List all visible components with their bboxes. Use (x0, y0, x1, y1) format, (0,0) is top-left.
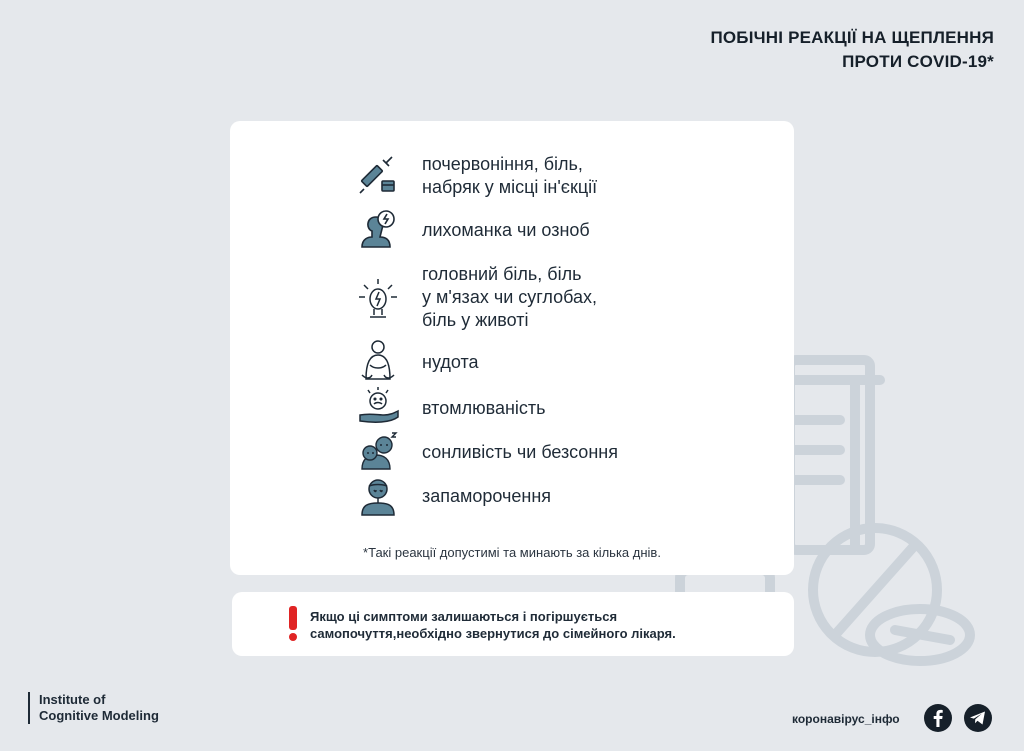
dizziness-icon (356, 473, 400, 517)
site-handle[interactable]: коронавірус_інфо (792, 712, 900, 726)
fever-head-icon (356, 207, 400, 251)
fatigue-icon (356, 385, 400, 429)
symptom-item (230, 473, 794, 517)
symptom-label: лихоманка чи озноб (422, 220, 590, 240)
symptom-item (230, 151, 794, 199)
symptom-label: сонливість чи безсоння (422, 442, 618, 462)
symptom-item (230, 339, 794, 383)
symptom-item (230, 429, 794, 473)
title-line-1: ПОБІЧНІ РЕАКЦІЇ НА ЩЕПЛЕННЯ (710, 28, 994, 47)
symptom-label: нудота (422, 352, 479, 372)
symptom-item (230, 207, 794, 251)
headache-icon (356, 277, 400, 321)
nausea-icon (356, 339, 400, 383)
exclamation-icon (286, 606, 300, 642)
symptom-item (230, 385, 794, 429)
footnote: *Такі реакції допустимі та минають за кілька днів. (363, 545, 661, 560)
symptom-label: втомлюваність (422, 398, 546, 418)
telegram-icon[interactable] (964, 704, 992, 732)
page-title (710, 26, 994, 74)
symptom-label: почервоніння, біль, набряк у місці ін'єкції (422, 154, 598, 197)
warning-box (232, 592, 794, 656)
sleepy-icon (356, 429, 400, 473)
symptom-label: запаморочення (422, 486, 552, 506)
syringe-icon (356, 153, 400, 197)
symptom-label: головний біль, біль у м'язах чи суглобах, біль у животі (422, 264, 598, 330)
institute-logo: Institute of Cognitive Modeling (28, 692, 159, 724)
warning-text: Якщо ці симптоми залишаються і погіршується самопочуття,необхідно звернутися до сімейного лікаря. (310, 609, 676, 641)
symptom-item (230, 263, 794, 335)
facebook-icon[interactable] (924, 704, 952, 732)
title-line-2: ПРОТИ COVID-19* (842, 52, 994, 71)
symptoms-card (230, 121, 794, 575)
